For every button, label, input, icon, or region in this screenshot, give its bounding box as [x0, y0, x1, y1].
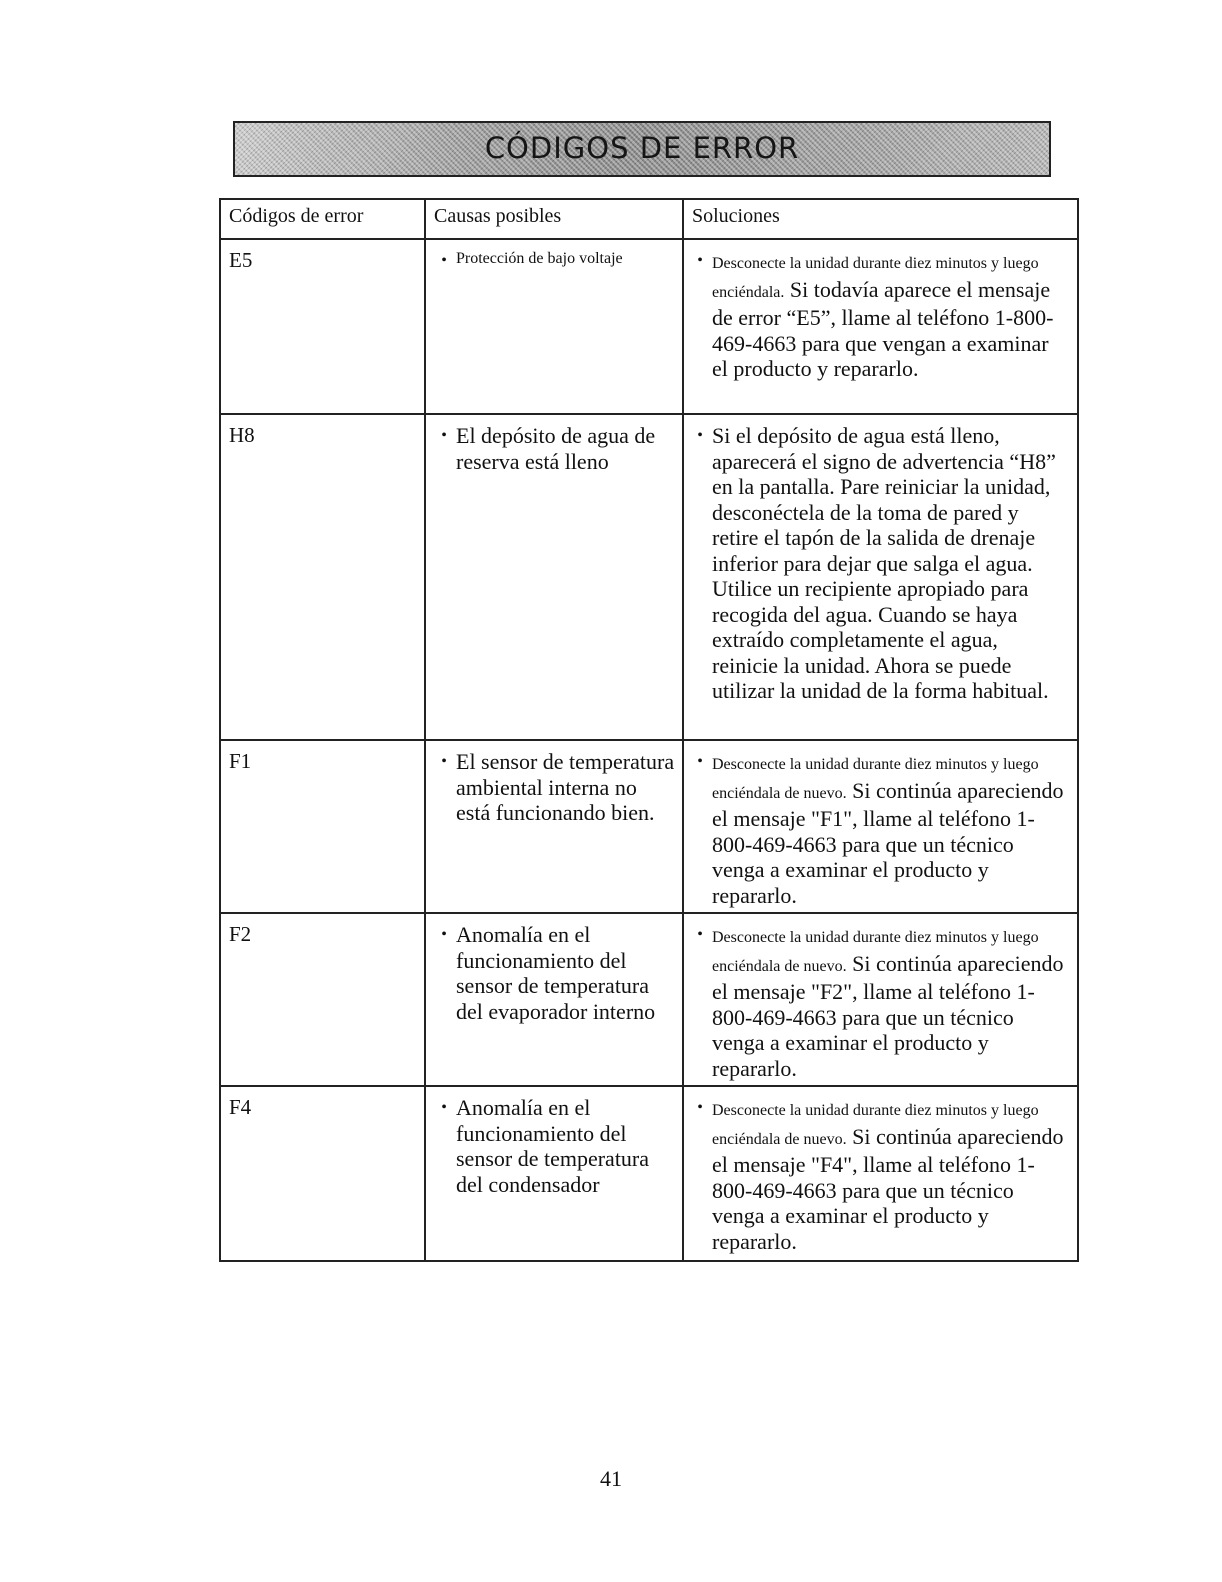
solution-lead: Desconecte la unidad durante diez minutos y luego enciéndala de nuevo. [712, 756, 1039, 802]
bullet-icon: • [441, 252, 447, 269]
header-causes: Causas posibles [425, 199, 683, 239]
solution-lead: Desconecte la unidad durante diez minutos y luego enciéndala de nuevo. [712, 929, 1039, 975]
solution-cell [683, 239, 1078, 414]
solution-cell [683, 1086, 1078, 1261]
solution-text [712, 248, 1067, 382]
table-row [220, 414, 1078, 740]
cause-text: Anomalía en el funcionamiento del sensor de temperatura del condensador [456, 1095, 650, 1197]
error-code-cell: H8 [220, 414, 425, 740]
table-row [220, 1086, 1078, 1261]
error-code-cell: F1 [220, 740, 425, 913]
bullet-icon: • [697, 427, 703, 444]
solution-rest: Si todavía aparece el mensaje de error “E5”, llame al teléfono 1-800-469-4663 para que vengan a examinar el producto y repararlo. [712, 276, 1054, 381]
solution-text [712, 922, 1067, 1081]
table-row [220, 740, 1078, 913]
solution-rest: Si continúa apareciendo el mensaje "F2", llame al teléfono 1-800-469-4663 para que un técnico venga a examinar el producto y repararlo. [712, 950, 1064, 1081]
page-number: 41 [600, 1466, 622, 1491]
table-header-row [220, 199, 1078, 239]
solution-text: Si el depósito de agua está lleno, aparecerá el signo de advertencia “H8” en la pantalla. Pare reiniciar la unidad, desconéctela de la toma de pared y retire el tapón de la salida de drenaje inferior para dejar que salga el agua. Utilice un recipiente apropiado para recogida del agua. Cuando se haya extraído completamente el agua, reinicie la unidad. Ahora se puede utilizar la unidad de la forma habitual. [712, 423, 1056, 703]
bullet-icon: • [697, 926, 703, 943]
section-banner [233, 121, 1051, 177]
solution-rest: Si continúa apareciendo el mensaje "F1", llame al teléfono 1-800-469-4663 para que un técnico venga a examinar el producto y repararlo. [712, 777, 1064, 908]
header-solutions: Soluciones [683, 199, 1078, 239]
cause-cell [425, 239, 683, 414]
solution-lead: Desconecte la unidad durante diez minutos y luego enciéndala. [712, 255, 1039, 301]
error-code-cell: F2 [220, 913, 425, 1086]
cause-text: Protección de bajo voltaje [456, 250, 623, 267]
table-row [220, 913, 1078, 1086]
cause-cell [425, 1086, 683, 1261]
solution-text [712, 749, 1067, 908]
cause-cell [425, 740, 683, 913]
bullet-icon: • [697, 1099, 703, 1116]
solution-cell [683, 414, 1078, 740]
bullet-icon: • [441, 1099, 447, 1116]
header-codes: Códigos de error [220, 199, 425, 239]
bullet-icon: • [697, 252, 703, 269]
bullet-icon: • [441, 427, 447, 444]
cause-text: El sensor de temperatura ambiental interna no está funcionando bien. [456, 749, 675, 825]
error-code-cell: F4 [220, 1086, 425, 1261]
cause-text: El depósito de agua de reserva está lleno [456, 423, 656, 474]
error-code-cell: E5 [220, 239, 425, 414]
section-title: CÓDIGOS DE ERROR [484, 131, 800, 165]
solution-cell [683, 913, 1078, 1086]
solution-text [712, 1095, 1067, 1254]
error-codes-table [219, 198, 1079, 1262]
bullet-icon: • [441, 926, 447, 943]
bullet-icon: • [441, 753, 447, 770]
table-row [220, 239, 1078, 414]
cause-text: Anomalía en el funcionamiento del sensor de temperatura del evaporador interno [456, 922, 656, 1024]
solution-rest: Si continúa apareciendo el mensaje "F4", llame al teléfono 1-800-469-4663 para que un técnico venga a examinar el producto y repararlo. [712, 1123, 1064, 1254]
cause-cell [425, 913, 683, 1086]
bullet-icon: • [697, 753, 703, 770]
cause-cell [425, 414, 683, 740]
solution-cell [683, 740, 1078, 913]
solution-lead: Desconecte la unidad durante diez minutos y luego enciéndala de nuevo. [712, 1102, 1039, 1148]
